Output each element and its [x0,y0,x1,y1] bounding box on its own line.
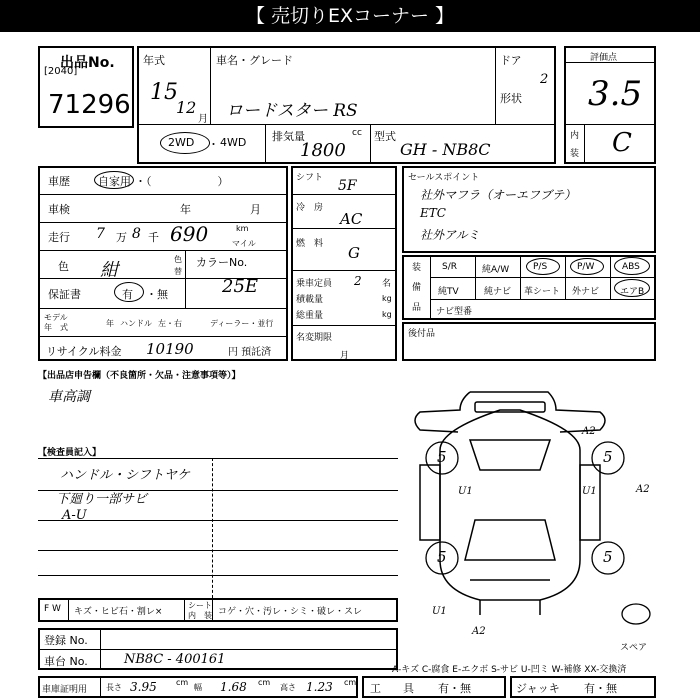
equip-label-3: 品 [412,303,422,313]
ac-label: 冷 房 [296,203,324,213]
capacity-unit: 名 [382,279,392,289]
lot-number: 71296 [48,90,131,120]
model-year-2: 年 式 [44,323,68,332]
type-value: GH - NB8C [400,140,491,159]
sales-line2: ETC [420,206,446,220]
km-b: 8 [132,226,141,242]
load-label: 積載量 [296,295,324,305]
namechange-label: 名変期限 [296,333,333,343]
notes-value: 車高調 [48,389,90,405]
shaken-tsuki: 月 [250,203,261,216]
cert-wid-value: 1.68 [220,680,247,694]
year-label: 年式 [143,54,165,67]
mark-a2-top: A2 [582,426,596,437]
weight-label: 総重量 [296,311,324,321]
cc-unit: cc [352,128,362,138]
mark-u1-right: U1 [582,486,597,497]
mark-a2-right: A2 [636,484,650,495]
equip-airbag: エアB [620,287,645,297]
chassis-value: NB8C - 400161 [124,652,226,667]
warranty-no: ・無 [146,288,168,301]
cert-hgt-value: 1.23 [306,680,333,694]
capacity-label: 乗車定員 [296,279,333,289]
sales-line1: 社外マフラ（オーエフブテ） [420,188,577,202]
equip-label-2: 備 [412,283,422,293]
color-iro: 色 [174,255,182,264]
cert-hgt: 高さ [280,683,296,692]
tire-rl: 5 [437,548,447,566]
lot-sub: [2040] [44,66,78,77]
km-unit: km [236,224,249,233]
sales-label: セールスポイント [408,173,480,183]
month-unit: 月 [198,114,208,125]
equip-navi: 純ナビ [484,287,512,297]
cert-cm1: cm [176,678,189,687]
inspector-line2: 下廻り一部サビ [56,492,148,507]
km-a: 7 [96,226,105,242]
interior-label-1: 内 [570,131,580,141]
fuel-label: 燃 料 [296,239,324,249]
warranty-label: 保証書 [48,288,81,301]
sales-line3: 社外アルミ [420,228,480,242]
cert-label: 車庫証明用 [42,685,88,695]
seat-label-1: シート [188,601,212,610]
inspector-label: 【検査員記入】 [38,448,102,458]
lot-label: 出品No. [60,55,115,71]
score-value: 3.5 [588,74,643,114]
equip-pw: P/W [577,262,595,272]
chassis-label: 車台 No. [44,655,88,668]
km-man: 万 [116,231,127,244]
km-sen: 千 [148,231,159,244]
disp-value: 1800 [300,140,346,161]
drive-2wd: 2WD [168,136,195,149]
shift-label: シフト [296,173,324,183]
notes-label: 【出品店申告欄（不良箇所・欠品・注意事項等）】 [38,371,241,381]
ac-value: AC [340,210,363,228]
colorno-value: 25E [222,276,259,297]
shift-value: 5F [338,178,357,194]
shaken-nen: 年 [180,203,191,216]
model-year-1: モデル [44,313,68,322]
equip-label-1: 装 [412,263,422,273]
seat-items: コゲ・穴・汚レ・シミ・破レ・スレ [218,607,363,617]
interior-label-2: 装 [570,149,580,159]
interior-value: C [612,128,632,158]
fw-label: F W [44,604,61,614]
colorno-label: カラーNo. [196,256,248,269]
tire-rr: 5 [603,548,613,566]
spare-label: スペア [620,643,648,653]
tools-label: 工 具 [370,682,414,695]
inspector-line1: ハンドル・シフトヤケ [60,468,191,483]
jack-value: 有・無 [584,682,617,695]
jack-label: ジャッキ [516,682,560,695]
color-label: 色 [58,260,69,273]
cert-len: 長さ [106,683,122,692]
namechange-tsuki: 月 [340,351,350,361]
equip-sr: S/R [442,262,457,272]
cert-wid: 幅 [194,683,202,692]
equip-navimodel: ナビ型番 [436,307,473,317]
mark-u1-left: U1 [458,486,473,497]
mile-unit: マイル [232,239,256,248]
tools-value: 有・無 [438,682,471,695]
km-label: 走行 [48,231,70,244]
sheet-title: 【 売切りEXコーナー 】 [245,5,455,27]
model-value: ロードスター RS [226,101,358,121]
cert-cm2: cm [258,678,271,687]
fw-items: キズ・ヒビ石・割レ× [74,607,163,617]
name-label: 車名・グレード [216,54,293,67]
tire-fl: 5 [437,448,447,466]
legend-text: A-キズ C-腐食 E-エクボ S-サビ U-凹ミ W-補修 XX-交換済 [392,665,627,675]
weight-unit: kg [382,310,392,319]
type-label: 型式 [374,130,396,143]
year-value: 15 [150,80,178,105]
load-unit: kg [382,294,392,303]
equip-leather: 革シート [524,287,561,297]
touroku-label: 登録 No. [44,634,88,647]
cert-cm3: cm [344,678,357,687]
equip-tv: 純TV [438,287,459,297]
shaken-label: 車検 [48,203,70,216]
warranty-yes: 有 [122,288,133,301]
km-c: 690 [170,222,209,246]
fuel-value: G [348,244,360,262]
month-value: 12 [176,98,197,117]
inspector-line3: A-U [62,508,87,523]
disp-label: 排気量 [272,130,305,143]
reki-rest: ・（ ） [135,175,229,188]
handle-label: ハンドル [120,319,152,328]
model-nen: 年 [106,319,114,328]
score-label: 評価点 [590,53,618,63]
color-gae: 替 [174,267,182,276]
equip-abs: ABS [622,262,640,272]
recycle-unit: 円 預託済 [228,347,272,358]
shape-label: 形状 [500,92,522,105]
capacity-value: 2 [354,274,362,288]
reki-circled: 自家用 [98,175,131,188]
recycle-label: リサイクル料金 [46,345,122,358]
color-value: 紺 [100,260,118,281]
drive-dot: ・ [208,138,219,151]
mark-a2-bottom: A2 [472,626,486,637]
equip-aw: 純A/W [482,265,510,275]
dealer-label: ディーラー・並行 [210,319,274,328]
equip-extnavi: 外ナビ [572,287,600,297]
handle-opts: 左・右 [158,319,182,328]
tire-fr: 5 [603,448,613,466]
drive-4wd: 4WD [220,136,247,149]
door-label: ドア [500,54,522,67]
after-label: 後付品 [408,329,436,339]
seat-label-2: 内 装 [188,611,212,620]
cert-len-value: 3.95 [130,680,157,694]
recycle-value: 10190 [146,340,194,358]
equip-ps: P/S [533,262,548,272]
mark-u1-rear: U1 [432,606,447,617]
reki-label: 車歴 [48,175,70,188]
door-value: 2 [540,72,549,87]
